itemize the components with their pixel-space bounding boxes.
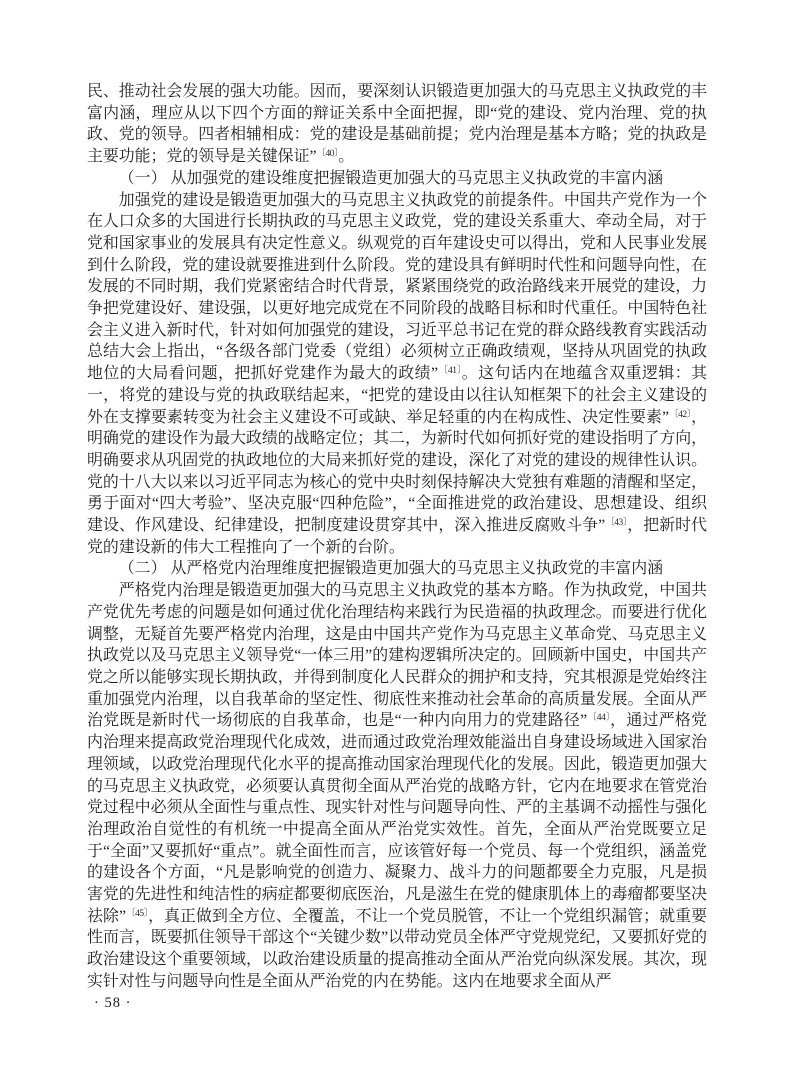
text-run: 加强党的建设是锻造更加强大的马克思主义执政党的前提条件。中国共产党作为一个在人口众多的大国进行长期执政的马克思主义政党，党的建设关系重大、牵动全局，对于党和国家事业的发展具有决定性意义。纵观党的百年建设史可以得出，党和人民事业发展到什么阶段，党的建设就要推进到什么阶段。党的建设具有鲜明时代性和问题导向性，在发展的不同时期，我们党紧密结合时代背景，紧紧围绕党的政治路线来开展党的建设，力争把党建设好、建设强，以更好地完成党在不同阶段的战略目标和时代重任。中国特色社会主义进入新时代，针对如何加强党的建设，习近平总书记在党的群众路线教育实践活动总结大会上指出，“各级各部门党委（党组）必须树立正确政绩观，坚持从巩固党的执政地位的大局看问题，把抓好党建作为最大的政绩” [87, 191, 707, 383]
footnote-ref: 〔45〕 [126, 908, 149, 919]
section-heading [87, 558, 707, 580]
body-paragraph [87, 580, 707, 992]
text-run: （一） 从加强党的建设维度把握锻造更加强大的马克思主义执政党的丰富内涵 [118, 169, 664, 187]
footnote-ref: 〔43〕 [605, 518, 628, 529]
text-run: ，把新时代党的建设新的伟大工程推向了一个新的台阶。 [87, 517, 707, 556]
footnote-ref: 〔41〕 [438, 366, 462, 377]
footnote-ref: 〔42〕 [669, 409, 692, 420]
text-run: ，真正做到全方位、全覆盖，不让一个党员脱管，不让一个党组织漏管；就重要性而言，既要抓住领导干部这个“关键少数”以带动党员全体严守党规党纪，又要抓好党的政治建设这个重要领域，以政治建设质量的提高推动全面从严治党向纵深发展。其次，现实针对性与问题导向性是全面从严治党的内在势能。这内在地要求全面从严 [87, 907, 707, 990]
text-run: 严格党内治理是锻造更加强大的马克思主义执政党的基本方略。作为执政党，中国共产党优先考虑的问题是如何通过优化治理结构来践行为民造福的执政理念。而要进行优化调整，无疑首先要严格党内治理，这是由中国共产党作为马克思主义革命党、马克思主义执政党以及马克思主义领导党“一体三用”的建构逻辑所决定的。回顾新中国史，中国共产党之所以能够实现长期执政，并得到制度化人民群众的拥护和支持，究其根源是党始终注重加强党内治理，以自我革命的坚定性、彻底性来推动社会革命的高质量发展。全面从严治党既是新时代一场彻底的自我革命，也是“一种内向用力的党建路径” [87, 582, 707, 730]
text-run: ，明确党的建设作为最大政绩的战略定位；其二，为新时代如何抓好党的建设指明了方向，明确要求从巩固党的执政地位的大局来抓好党的建设，深化了对党的建设的规律性认识。党的十八大以来以习近平同志为核心的党中央时刻保持解决大党独有难题的清醒和坚定，勇于面对“四大考验”、坚决克服“四种危险”，“全面推进党的政治建设、思想建设、组织建设、作风建设、纪律建设，把制度建设贯穿其中，深入推进反腐败斗争” [87, 408, 707, 535]
text-run: 民、推动社会发展的强大功能。因而，要深刻认识锻造更加强大的马克思主义执政党的丰富内涵，理应从以下四个方面的辩证关系中全面把握，即“党的建设、党内治理、党的执政、党的领导。四者相辅相成：党的建设是基础前提；党内治理是基本方略；党的执政是主要功能；党的领导是关键保证” [87, 83, 707, 166]
footnote-ref: 〔44〕 [587, 713, 611, 724]
section-heading [87, 168, 707, 190]
text-run: ，通过严格党内治理来提高政党治理现代化成效，进而通过政党治理效能溢出自身建设场域进入国家治理领域，以政党治理现代化水平的提高推动国家治理现代化的发展。因此，锻造更加强大的马克思主义执政党，必须要认真贯彻全面从严治党的战略方针，它内在地要求在管党治党过程中必须从全面性与重点性、现实针对性与问题导向性、严的主基调不动摇性与强化治理政治自觉性的有机统一中提高全面从严治党实效性。首先，全面从严治党既要立足于“全面”又要抓好“重点”。就全面性而言，应该管好每一个党员、每一个党组织，涵盖党的建设各个方面，“凡是影响党的创造力、凝聚力、战斗力的问题都要全力克服，凡是损害党的先进性和纯洁性的病症都要彻底医治，凡是滋生在党的健康肌体上的毒瘤都要坚决祛除” [87, 712, 708, 925]
text-run: 。这句话内在地蕴含双重逻辑：其一，将党的建设与党的执政联结起来，“把党的建设由以往认知框架下的社会主义建设的外在支撑要素转变为社会主义建设不可或缺、举足轻重的内在构成性、决定性要素” [87, 365, 707, 426]
body-paragraph [87, 81, 707, 168]
text-run: 。 [338, 148, 355, 166]
text-run: （二） 从严格党内治理维度把握锻造更加强大的马克思主义执政党的丰富内涵 [118, 560, 664, 578]
footnote-ref: 〔40〕 [316, 149, 339, 160]
page-number: · 58 · [94, 995, 132, 1011]
body-paragraph [87, 190, 707, 559]
page-content [87, 81, 707, 993]
